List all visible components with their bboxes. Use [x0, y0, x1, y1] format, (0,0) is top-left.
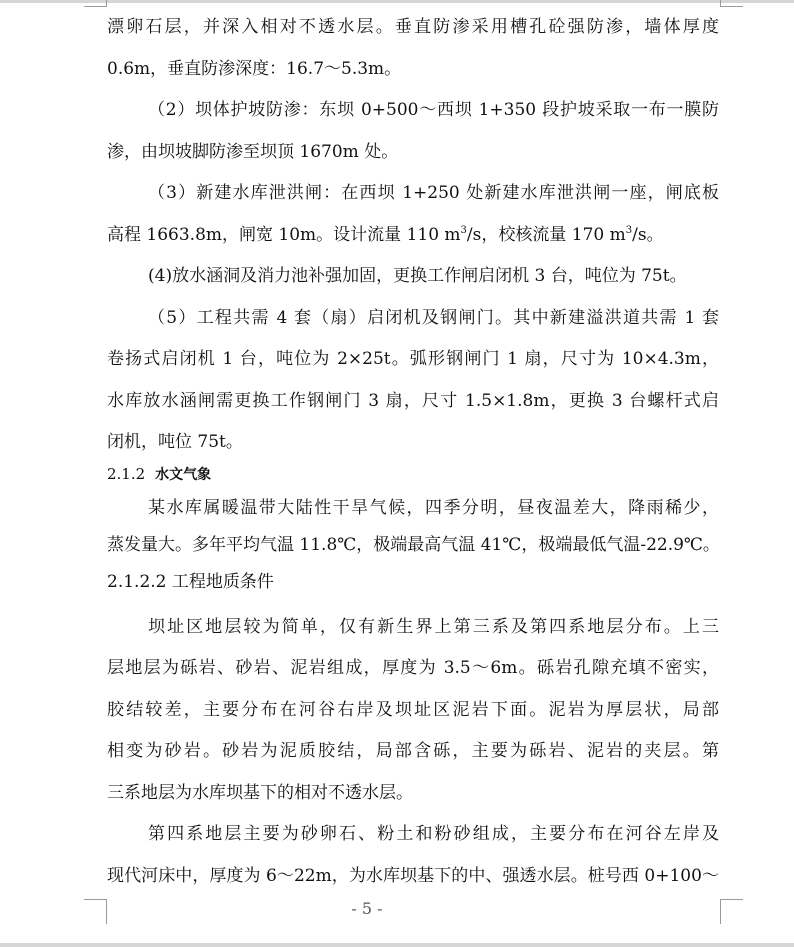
section-title: 水文气象: [155, 467, 212, 483]
text-fragment: 高程 1663.8m，闸宽 10m。设计流量 110 m: [107, 225, 461, 245]
text-fragment: /s。: [632, 225, 664, 245]
section-heading-2-1-2-2: 2.1.2.2 工程地质条件: [107, 572, 274, 592]
superscript: 3: [625, 225, 633, 236]
text-line: （2）坝体护坡防渗：东坝 0+500～西坝 1+350 段护坡采取一布一膜防: [148, 100, 719, 120]
text-line: 卷扬式启闭机 1 台，吨位为 2×25t。弧形钢闸门 1 扇，尺寸为 10×4.3m，: [107, 349, 719, 369]
text-line: 胶结较差，主要分布在河谷右岸及坝址区泥岩下面。泥岩为厚层状，局部: [107, 700, 719, 720]
text-line: 相变为砂岩。砂岩为泥质胶结，局部含砾，主要为砾岩、泥岩的夹层。第: [107, 741, 719, 761]
text-line: 蒸发量大。多年平均气温 11.8℃，极端最高气温 41℃，极端最低气温-22.9℃。: [107, 535, 720, 555]
text-line: 现代河床中，厚度为 6～22m，为水库坝基下的中、强透水层。桩号西 0+100～: [107, 866, 719, 886]
crop-mark-top-left: [84, 0, 107, 7]
text-line-with-superscripts: [107, 224, 719, 246]
text-line: 坝址区地层较为简单，仅有新生界上第三系及第四系地层分布。上三: [148, 617, 719, 637]
superscript: 3: [460, 225, 467, 236]
top-gray-bar: [0, 0, 794, 3]
text-line: 渗，由坝坡脚防渗至坝顶 1670m 处。: [107, 142, 399, 162]
text-line: （3）新建水库泄洪闸：在西坝 1+250 处新建水库泄洪闸一座，闸底板: [148, 183, 719, 203]
text-line: 第四系地层主要为砂卵石、粉土和粉砂组成，主要分布在河谷左岸及: [148, 824, 719, 844]
text-line: (4)放水涵洞及消力池补强加固，更换工作闸启闭机 3 台，吨位为 75t。: [148, 266, 687, 286]
text-line: 三系地层为水库坝基下的相对不透水层。: [107, 783, 413, 803]
text-line: 0.6m，垂直防渗深度：16.7～5.3m。: [107, 59, 402, 79]
text-line: （5）工程共需 4 套（扇）启闭机及钢闸门。其中新建溢洪道共需 1 套: [148, 308, 719, 328]
section-number: 2.1.2: [107, 465, 146, 483]
text-line: 某水库属暖温带大陆性干旱气候，四季分明，昼夜温差大，降雨稀少，: [148, 498, 719, 518]
text-line: 水库放水涵闸需更换工作钢闸门 3 扇，尺寸 1.5×1.8m，更换 3 台螺杆式启: [107, 391, 719, 411]
page-number: - 5 -: [351, 899, 383, 918]
text-fragment: /s，校核流量 170 m: [466, 225, 626, 245]
text-line: 漂卵石层，并深入相对不透水层。垂直防渗采用槽孔砼强防渗，墙体厚度: [107, 17, 719, 37]
section-heading-2-1-2: [107, 463, 719, 486]
crop-mark-top-right: [720, 0, 743, 7]
text-line: 层地层为砾岩、砂岩、泥岩组成，厚度为 3.5～6m。砾岩孔隙充填不密实，: [107, 658, 719, 678]
bottom-gray-bar: [0, 943, 794, 947]
text-line: 闭机，吨位 75t。: [107, 432, 243, 452]
